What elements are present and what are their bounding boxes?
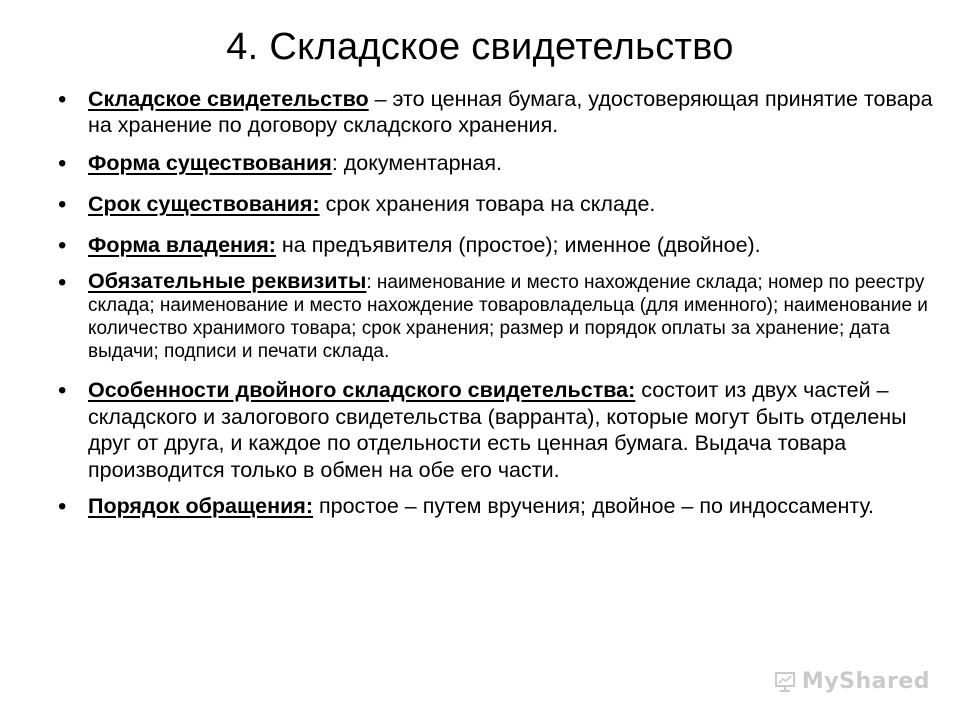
bullet-text: срок хранения товара на складе.: [319, 192, 656, 216]
bullet-text: : наименование и место нахождение склада; номер по реестру склада; наименование и место нахождение товаровладельца (для именного); наименование и количество хранимого товара; срок хранения; размер и порядок оплаты за хранение; дата выдачи; подписи и печати склада.: [88, 272, 928, 362]
bullet-marker: •: [58, 493, 67, 520]
bullet-term: Складское свидетельство: [88, 87, 369, 111]
bullet-marker: •: [58, 269, 67, 296]
watermark: [774, 669, 930, 694]
bullet-term: Форма владения:: [88, 233, 276, 257]
bullet-text: простое – путем вручения; двойное – по индоссаменту.: [313, 494, 875, 518]
bullet-text: состоит из двух частей – складского и залогового свидетельства (варранта), которые могут быть отделены друг от друга, и каждое по отдельности есть ценная бумага. Выдача товара производится только в обмен на обе его части.: [88, 378, 907, 482]
bullet-term: Особенности двойного складского свидетельства:: [88, 378, 636, 402]
bullet-list: [56, 86, 936, 519]
bullet-marker: •: [58, 86, 67, 113]
bullet-term: Обязательные реквизиты: [88, 269, 367, 293]
bullet-term: Порядок обращения:: [88, 494, 314, 518]
bullet-item: [56, 86, 936, 138]
bullet-term: Срок существования:: [88, 192, 320, 216]
bullet-item: [56, 232, 936, 258]
bullet-item: [56, 493, 936, 519]
bullet-marker: •: [58, 377, 67, 404]
bullet-item: [56, 377, 936, 483]
bullet-item: [56, 191, 936, 217]
bullet-item: [56, 270, 936, 363]
bullet-text: – это ценная бумага, удостоверяющая принятие товара на хранение по договору складского хранения.: [88, 87, 933, 137]
bullet-text: на предъявителя (простое); именное (двойное).: [275, 233, 761, 257]
slide-title: 4. Складское свидетельство: [226, 26, 734, 68]
bullet-marker: •: [58, 232, 67, 259]
bullet-text: : документарная.: [331, 151, 502, 175]
bullet-item: [56, 150, 936, 176]
watermark-text: MyShared: [801, 669, 930, 694]
bullet-marker: •: [58, 150, 67, 177]
presentation-board-icon: [774, 671, 796, 693]
bullet-marker: •: [58, 191, 67, 218]
bullet-term: Форма существования: [88, 151, 332, 175]
